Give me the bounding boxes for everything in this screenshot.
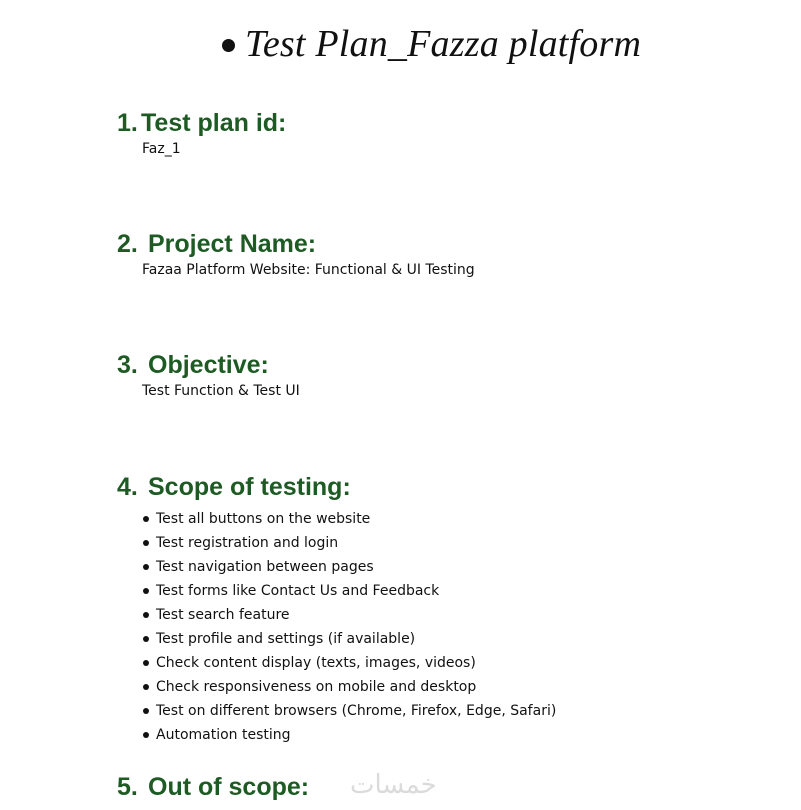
section-test-plan-id xyxy=(117,108,286,158)
document-title xyxy=(222,22,641,66)
section-heading-text: Objective: xyxy=(148,351,269,379)
section-heading xyxy=(117,472,556,502)
section-number: 4. xyxy=(117,473,138,501)
title-bullet-icon xyxy=(222,39,235,52)
list-item xyxy=(117,555,556,579)
section-project-name xyxy=(117,229,475,279)
section-heading xyxy=(117,108,286,138)
list-item-text: Test navigation between pages xyxy=(156,559,374,575)
list-item-text: Test profile and settings (if available) xyxy=(156,631,416,647)
bullet-icon xyxy=(143,684,149,690)
bullet-icon xyxy=(143,708,149,714)
list-item xyxy=(117,579,556,603)
scope-list xyxy=(117,507,556,747)
bullet-icon xyxy=(143,540,149,546)
section-number: 3. xyxy=(117,351,138,379)
section-number: 2. xyxy=(117,230,138,258)
section-out-of-scope xyxy=(117,772,309,802)
section-number: 1. xyxy=(117,109,138,137)
list-item xyxy=(117,723,556,747)
section-body-text: Test Function & Test UI xyxy=(142,383,300,399)
bullet-icon xyxy=(143,612,149,618)
section-heading xyxy=(117,229,475,259)
document-title-text: Test Plan_Fazza platform xyxy=(245,23,642,65)
list-item-text: Test forms like Contact Us and Feedback xyxy=(156,583,440,599)
bullet-icon xyxy=(143,588,149,594)
section-body-text: Faz_1 xyxy=(142,141,181,157)
list-item-text: Test on different browsers (Chrome, Firefox, Edge, Safari) xyxy=(156,703,557,719)
list-item-text: Test registration and login xyxy=(156,535,339,551)
section-scope-of-testing xyxy=(117,472,556,747)
list-item xyxy=(117,627,556,651)
bullet-icon xyxy=(143,564,149,570)
section-heading xyxy=(117,350,300,380)
list-item xyxy=(117,699,556,723)
section-objective xyxy=(117,350,300,400)
bullet-icon xyxy=(143,516,149,522)
list-item xyxy=(117,651,556,675)
section-body-text: Fazaa Platform Website: Functional & UI Testing xyxy=(142,262,475,278)
list-item-text: Test search feature xyxy=(156,607,290,623)
list-item-text: Test all buttons on the website xyxy=(156,511,371,527)
section-heading xyxy=(117,772,309,802)
section-heading-text: Out of scope: xyxy=(148,773,310,801)
list-item-text: Automation testing xyxy=(156,727,291,743)
bullet-icon xyxy=(143,732,149,738)
bullet-icon xyxy=(143,636,149,642)
list-item xyxy=(117,507,556,531)
watermark-logo: خمسات xyxy=(350,770,437,800)
list-item xyxy=(117,603,556,627)
list-item xyxy=(117,531,556,555)
list-item-text: Check responsiveness on mobile and desktop xyxy=(156,679,477,695)
section-heading-text: Test plan id: xyxy=(141,109,287,137)
section-number: 5. xyxy=(117,773,138,801)
section-heading-text: Project Name: xyxy=(148,230,317,258)
list-item-text: Check content display (texts, images, videos) xyxy=(156,655,476,671)
list-item xyxy=(117,675,556,699)
section-heading-text: Scope of testing: xyxy=(148,473,351,501)
bullet-icon xyxy=(143,660,149,666)
